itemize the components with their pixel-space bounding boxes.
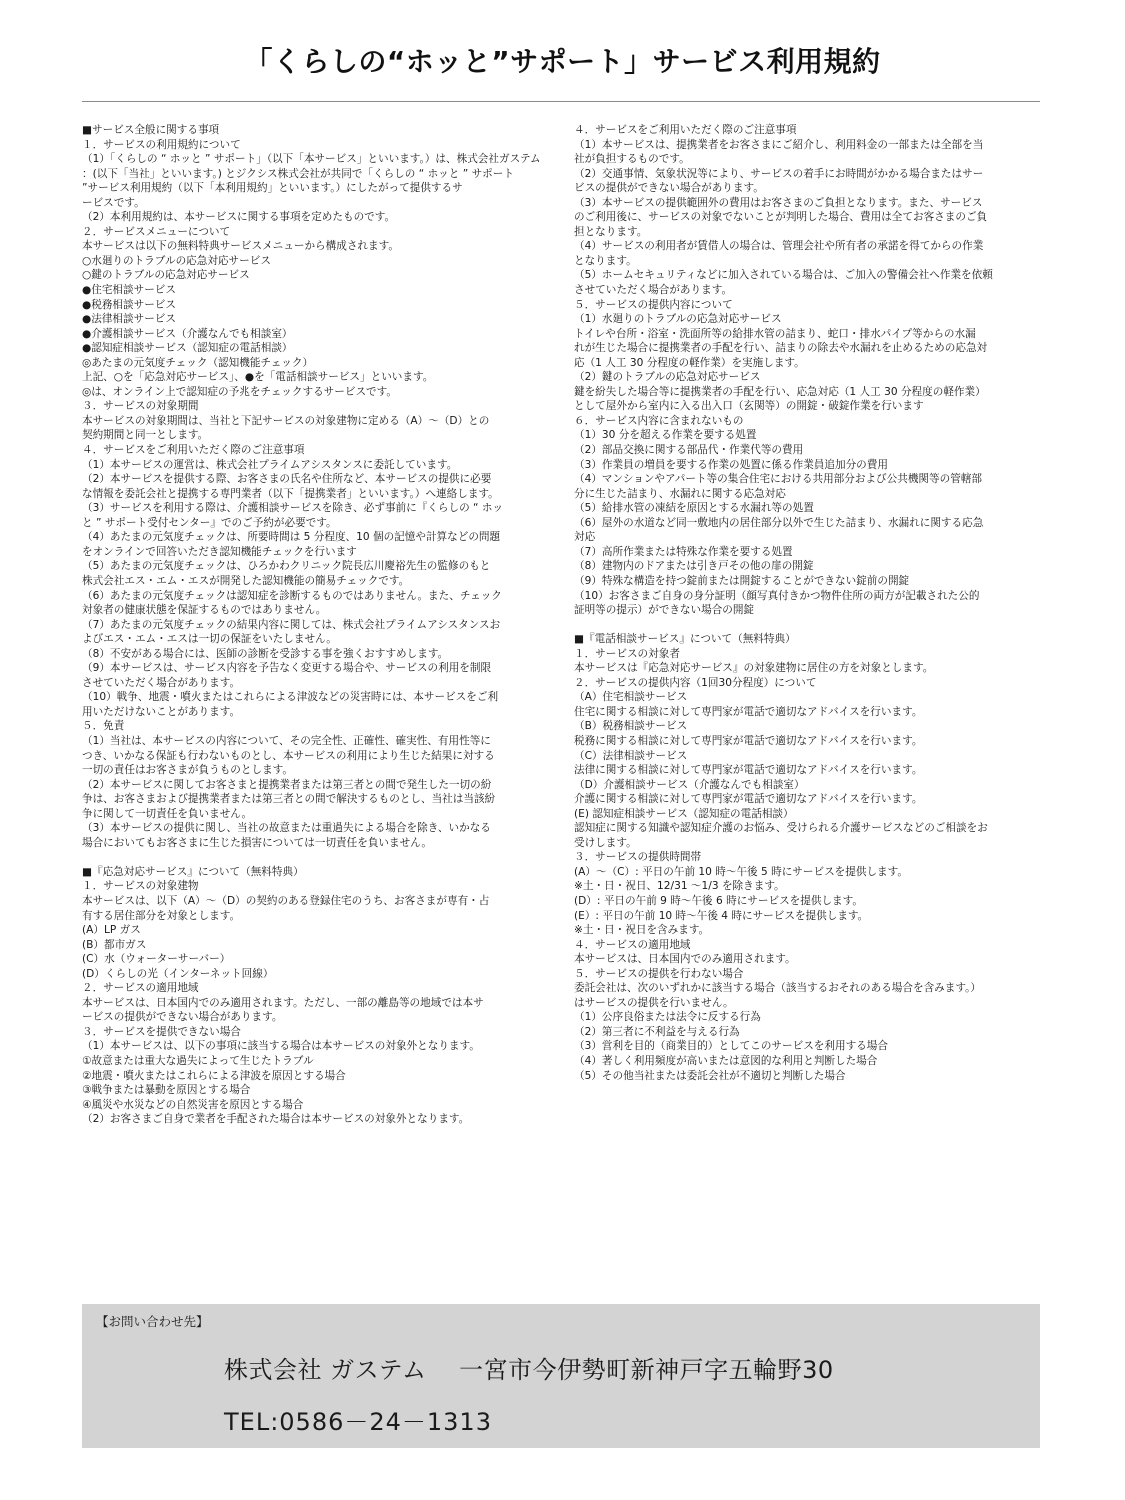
terms-line: 対応	[574, 531, 596, 544]
terms-line: はサービスの提供を行いません。	[574, 996, 734, 1009]
terms-line: （5）給排水管の凍結を原因とする水漏れ等の処置	[574, 502, 814, 515]
terms-line: ３．サービスを提供できない場合	[82, 1025, 241, 1038]
terms-line: （2）本サービスに関してお客さまと提携業者または第三者との間で発生した一切の紛	[82, 778, 492, 791]
terms-line: (A）～（C）: 平日の午前 10 時～午後 5 時にサービスを提供します。	[574, 865, 908, 878]
terms-line: (E）: 平日の午前 10 時～午後 4 時にサービスを提供します。	[574, 909, 869, 922]
terms-line: ービスの提供ができない場合があります。	[82, 1011, 283, 1024]
terms-line: よびエス・エム・エスは一切の保証をいたしません。	[82, 633, 337, 646]
terms-line: 本サービスは『応急対応サービス』の対象建物に居住の方を対象とします。	[574, 662, 934, 675]
terms-line: となります。	[574, 254, 637, 267]
terms-line: １．サービスの対象建物	[82, 880, 199, 893]
section-gap	[82, 850, 552, 865]
terms-line: （5）その他当社または委託会社が不適切と判断した場合	[574, 1069, 846, 1082]
terms-line: ●税務相談サービス	[82, 298, 176, 311]
terms-line: 一切の責任はお客さまが負うものとします。	[82, 764, 294, 777]
page-title: 「くらしの“ホッと”サポート」サービス利用規約	[244, 45, 881, 78]
terms-line: 株式会社エス・エム・エスが開発した認知機能の簡易チェックです。	[82, 574, 410, 587]
terms-line: (D）くらしの光（インターネット回線）	[82, 967, 274, 980]
terms-line: ５．免責	[82, 720, 125, 733]
terms-line: ４．サービスの適用地域	[574, 938, 691, 951]
terms-line: （1）本サービスは、提携業者をお客さまにご紹介し、利用料金の一部または全部を当	[574, 138, 984, 151]
terms-line: １．サービスの対象者	[574, 647, 680, 660]
terms-line: （5）あたまの元気度チェックは、ひろかわクリニック院長広川慶裕先生の監修のもと	[82, 560, 491, 573]
terms-line: 住宅に関する相談に対して専門家が電話で適切なアドバイスを行います。	[574, 705, 923, 718]
terms-line: 場合においてもお客さまに生じた損害については一切責任を負いません。	[82, 836, 433, 849]
terms-line: ３．サービスの対象期間	[82, 400, 199, 413]
terms-line: （5）ホームセキュリティなどに加入されている場合は、ご加入の警備会社へ作業を依頼	[574, 269, 993, 282]
terms-line: 本サービスは、日本国内でのみ適用されます。	[574, 953, 796, 966]
terms-line: ４．サービスをご利用いただく際のご注意事項	[82, 444, 305, 457]
terms-line: ○水廻りのトラブルの応急対応サービス	[82, 254, 271, 267]
terms-line: ■『応急対応サービス』について（無料特典）	[82, 865, 304, 878]
terms-line: 本サービスは、日本国内でのみ適用されます。ただし、一部の離島等の地域では本サ	[82, 996, 484, 1009]
terms-line: と ” サポート受付センター』でのご予約が必要です。	[82, 516, 337, 529]
terms-line: ●認知症相談サービス（認知症の電話相談）	[82, 342, 293, 355]
terms-line: 契約期間と同一とします。	[82, 429, 209, 442]
terms-line: ②地震・噴火またはこれらによる津波を原因とする場合	[82, 1069, 346, 1082]
terms-line: ◎は、オンライン上で認知症の予兆をチェックするサービスです。	[82, 385, 397, 398]
terms-line: （1）水廻りのトラブルの応急対応サービス	[574, 313, 782, 326]
terms-line: させていただく場合があります。	[574, 284, 733, 297]
terms-line: ●介護相談サービス（介護なんでも相談室）	[82, 327, 293, 340]
terms-line: ●法律相談サービス	[82, 313, 176, 326]
terms-line: ービスです。	[82, 196, 145, 209]
terms-line: 証明等の提示）ができない場合の開錠	[574, 604, 755, 617]
terms-line: （1）本サービスの運営は、株式会社プライムアシスタンスに委託しています。	[82, 458, 458, 471]
terms-right-column	[574, 123, 1044, 1083]
terms-line: （4）著しく利用頻度が高いまたは意図的な利用と判断した場合	[574, 1055, 878, 1067]
terms-line: 委託会社は、次のいずれかに該当する場合（該当するおそれのある場合を含みます。）	[574, 982, 982, 995]
terms-line: ①故意または重大な過失によって生じたトラブル	[82, 1055, 314, 1067]
terms-line: 対象者の健康状態を保証するものではありません。	[82, 604, 327, 617]
terms-line: （3）営利を目的（商業目的）としてこのサービスを利用する場合	[574, 1040, 888, 1053]
terms-line: (B）都市ガス	[82, 938, 147, 951]
terms-line: ２．サービスメニューについて	[82, 225, 231, 238]
terms-line: （2）部品交換に関する部品代・作業代等の費用	[574, 444, 804, 457]
contact-phone: TEL:0586－24－1313	[224, 1408, 492, 1436]
terms-line: （8）不安がある場合には、医師の診断を受診する事を強くおすすめします。	[82, 647, 449, 660]
terms-line: 分に生じた詰まり、水漏れに関する応急対応	[574, 487, 786, 500]
terms-line: （C）法律相談サービス	[574, 749, 688, 762]
terms-line: ３．サービスの提供時間帯	[574, 851, 702, 864]
terms-line: （10）お客さまご自身の身分証明（顔写真付きかつ物件住所の両方が記載された公的	[574, 589, 980, 602]
terms-line: (D）: 平日の午前 9 時～午後 6 時にサービスを提供します。	[574, 894, 863, 907]
terms-line: 上記、○を「応急対応サービス」、●を「電話相談サービス」といいます。	[82, 371, 434, 384]
terms-line: ２．サービスの適用地域	[82, 982, 199, 995]
terms-line: （A）住宅相談サービス	[574, 691, 688, 704]
terms-line: （2）鍵のトラブルの応急対応サービス	[574, 371, 761, 384]
section-gap	[574, 618, 1044, 633]
terms-line: （7）高所作業または特殊な作業を要する処置	[574, 545, 793, 558]
terms-line: 応（1 人工 30 分程度の軽作業）を実施します。	[574, 356, 805, 369]
terms-line: をオンラインで回答いただき認知機能チェックを行います	[82, 545, 357, 558]
terms-line: トイレや台所・浴室・洗面所等の給排水管の詰まり、蛇口・排水パイプ等からの水漏	[574, 327, 976, 340]
terms-line: （8）建物内のドアまたは引き戸その他の扉の開錠	[574, 560, 814, 573]
terms-line: （1）公序良俗または法令に反する行為	[574, 1011, 761, 1024]
terms-line: ③戦争または暴動を原因とする場合	[82, 1084, 251, 1097]
terms-line: （3）サービスを利用する際は、介護相談サービスを除き、必ず事前に『くらしの “ ホッ	[82, 502, 504, 515]
terms-line: （1）本サービスは、以下の事項に該当する場合は本サービスの対象外となります。	[82, 1040, 480, 1053]
terms-line: ■『電話相談サービス』について（無料特典）	[574, 633, 796, 646]
terms-line: 法律に関する相談に対して専門家が電話で適切なアドバイスを行います。	[574, 764, 923, 777]
terms-line: （3）本サービスの提供に関し、当社の故意または重過失による場合を除き、いかなる	[82, 822, 491, 835]
terms-line: （6）あたまの元気度チェックは認知症を診断するものではありません。また、チェック	[82, 589, 502, 602]
terms-line: ５．サービスの提供を行わない場合	[574, 967, 744, 980]
terms-line: 争は、お客さまおよび提携業者または第三者との間で解決するものとし、当社は当該紛	[82, 793, 496, 806]
terms-line: （6）屋外の水道など同一敷地内の居住部分以外で生じた詰まり、水漏れに関する応急	[574, 516, 984, 529]
terms-line: （1）「くらしの “ ホッと ” サポート」（以下「本サービス」といいます。）は、株式会社ガステム	[82, 153, 541, 166]
title-divider	[82, 101, 1040, 102]
terms-line: (C）水（ウォーターサーバー）	[82, 953, 231, 966]
terms-line: ６．サービス内容に含まれないもの	[574, 414, 744, 427]
terms-line: （2）第三者に不利益を与える行為	[574, 1025, 740, 1038]
terms-line: （B）税務相談サービス	[574, 720, 688, 733]
terms-line: （4）あたまの元気度チェックは、所要時間は 5 分程度、10 個の記憶や計算などの問題	[82, 531, 501, 544]
terms-line: 受けします。	[574, 836, 637, 849]
terms-line: な情報を委託会社と提携する専門業者（以下「提携業者」といいます。）へ連絡します。	[82, 487, 499, 500]
terms-line: れが生じた場合に提携業者の手配を行い、詰まりの除去や水漏れを止めるための応急対	[574, 342, 988, 355]
terms-line: 本サービスは以下の無料特典サービスメニューから構成されます。	[82, 240, 399, 253]
terms-line: （3）本サービスの提供範囲外の費用はお客さまのご負担となります。また、サービス	[574, 196, 983, 209]
terms-line: 鍵を紛失した場合等に提携業者の手配を行い、応急対応（1 人工 30 分程度の軽作業）	[574, 385, 986, 398]
terms-line: (A）LP ガス	[82, 924, 141, 937]
terms-line: 認知症に関する知識や認知症介護のお悩み、受けられる介護サービスなどのご相談をお	[574, 822, 988, 835]
terms-left-column	[82, 123, 552, 1127]
terms-line: 争に関して一切責任を負いません。	[82, 807, 253, 820]
terms-line: させていただく場合があります。	[82, 676, 241, 689]
contact-label: 【お問い合わせ先】	[96, 1314, 209, 1329]
terms-line: 本サービスの対象期間は、当社と下記サービスの対象建物に定める（A）～（D）との	[82, 414, 490, 427]
terms-line: つき、いかなる保証も行わないものとし、本サービスの利用により生じた結果に対する	[82, 749, 495, 762]
terms-line: ２．サービスの提供内容（1回30分程度）について	[574, 676, 817, 689]
terms-line: （3）作業員の増員を要する作業の処置に係る作業員追加分の費用	[574, 458, 888, 471]
terms-line: ビスの提供ができない場合があります。	[574, 182, 764, 195]
terms-line: （10）戦争、地震・噴火またはこれらによる津波などの災害時には、本サービスをご利	[82, 691, 499, 704]
terms-line: （9）特殊な構造を持つ錠前または開錠することができない錠前の開錠	[574, 574, 910, 587]
terms-line: （9）本サービスは、サービス内容を予告なく変更する場合や、サービスの利用を制限	[82, 662, 492, 675]
terms-line: （1）30 分を超える作業を要する処置	[574, 429, 757, 442]
terms-line: 本サービスは、以下（A）～（D）の契約のある登録住宅のうち、お客さまが専有・占	[82, 894, 490, 907]
terms-line: （2）本利用規約は、本サービスに関する事項を定めたものです。	[82, 211, 396, 224]
terms-line: ■サービス全般に関する事項	[82, 124, 220, 136]
terms-line: 税務に関する相談に対して専門家が電話で適切なアドバイスを行います。	[574, 734, 923, 747]
terms-line: 用いただけないことがあります。	[82, 705, 241, 718]
contact-box	[82, 1304, 1040, 1448]
terms-line: （4）マンションやアパート等の集合住宅における共用部分および公共機関等の管轄部	[574, 473, 982, 486]
terms-line: （4）サービスの利用者が賃借人の場合は、管理会社や所有者の承諾を得てからの作業	[574, 240, 984, 253]
terms-line: １．サービスの利用規約について	[82, 138, 241, 151]
terms-line: 社が負担するものです。	[574, 153, 690, 166]
terms-line: ※土・日・祝日、12/31 ～1/3 を除きます。	[574, 880, 785, 893]
terms-line: 有する居住部分を対象とします。	[82, 909, 241, 922]
terms-line: ◎あたまの元気度チェック（認知機能チェック）	[82, 356, 314, 369]
terms-line: （2）本サービスを提供する際、お客さまの氏名や住所など、本サービスの提供に必要	[82, 473, 492, 486]
terms-line: （D）介護相談サービス（介護なんでも相談室）	[574, 778, 805, 791]
terms-line: ④風災や水災などの自然災害を原因とする場合	[82, 1098, 304, 1111]
terms-line: ○鍵のトラブルの応急対応サービス	[82, 269, 250, 282]
terms-line: （7）あたまの元気度チェックの結果内容に関しては、株式会社プライムアシスタンスお	[82, 618, 501, 631]
terms-line: のご利用後に、サービスの対象でないことが判明した場合、費用は全てお客さまのご負	[574, 211, 988, 224]
contact-company-address: 株式会社 ガステム 一宮市今伊勢町新神戸字五輪野30	[224, 1356, 834, 1384]
terms-line: 介護に関する相談に対して専門家が電話で適切なアドバイスを行います。	[574, 793, 923, 806]
terms-line: （1）当社は、本サービスの内容について、その完全性、正確性、確実性、有用性等に	[82, 734, 491, 747]
terms-line: ”サービス利用規約（以下「本利用規約」といいます。）にしたがって提供するサ	[82, 182, 463, 195]
terms-line: （2）お客さまご自身で業者を手配された場合は本サービスの対象外となります。	[82, 1113, 470, 1126]
terms-line: ４．サービスをご利用いただく際のご注意事項	[574, 124, 797, 136]
terms-line: 担となります。	[574, 225, 648, 238]
terms-line: ５．サービスの提供内容について	[574, 298, 733, 311]
terms-line: ※土・日・祝日を含みます。	[574, 924, 710, 937]
terms-line: ：(以下「当社」といいます。) とジクシス株式会社が共同で「くらしの “ ホッと ” サポート	[82, 167, 514, 180]
terms-line: （2）交通事情、気象状況等により、サービスの着手にお時間がかかる場合またはサー	[574, 167, 984, 180]
terms-line: ●住宅相談サービス	[82, 284, 176, 297]
terms-line: として屋外から室内に入る出入口（玄関等）の開錠・破錠作業を行います	[574, 400, 924, 413]
terms-line: (E) 認知症相談サービス（認知症の電話相談）	[574, 807, 794, 820]
